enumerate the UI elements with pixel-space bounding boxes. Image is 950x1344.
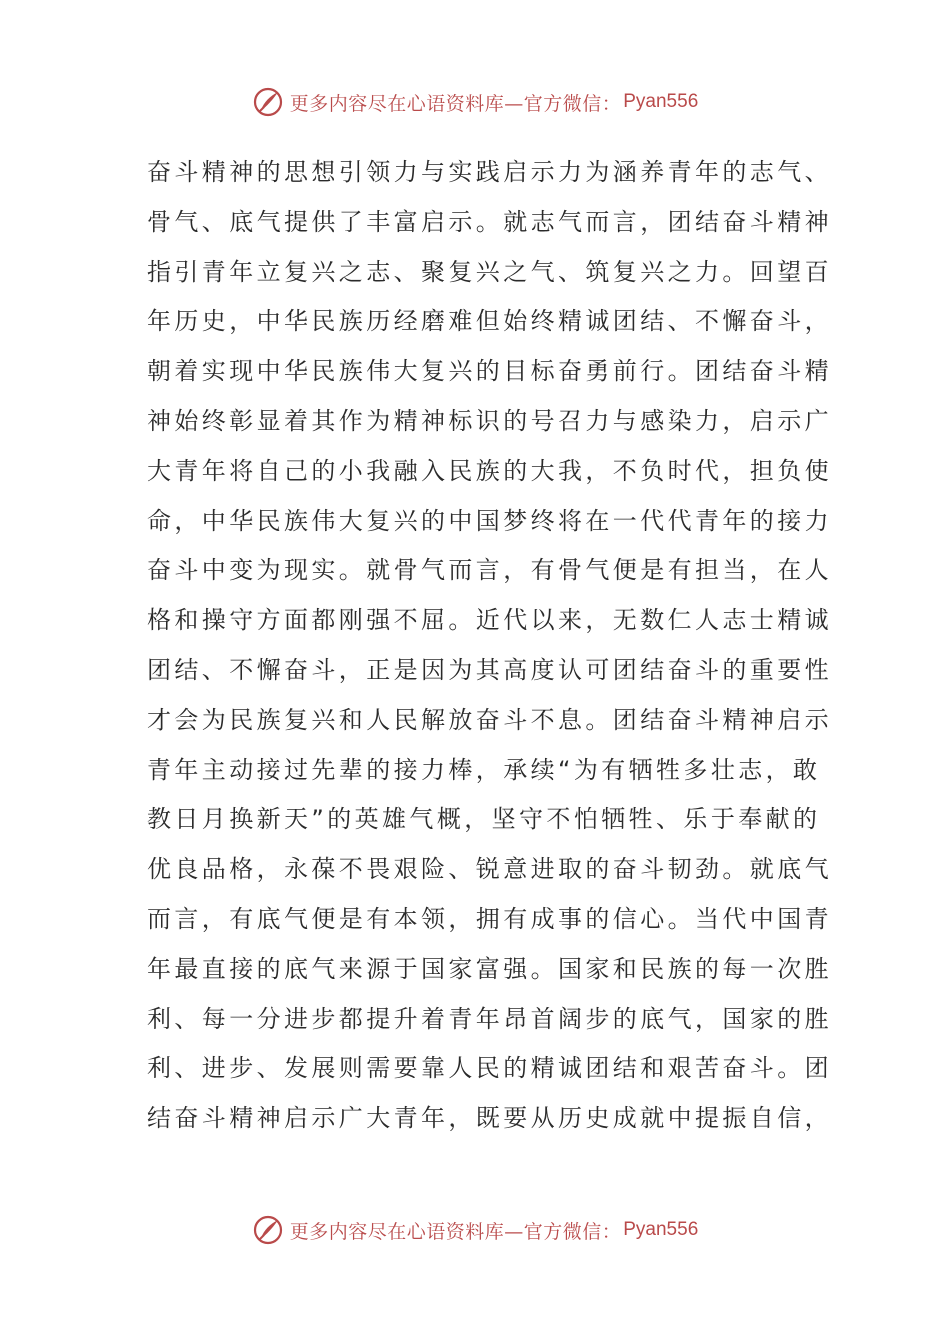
text-line: 教日月换新天”的英雄气概，坚守不怕牺牲、乐于奉献的 (147, 805, 821, 834)
text-line: 奋斗精神的思想引领力与实践启示力为涵养青年的志气、 (147, 158, 832, 186)
text-line: 利、每一分进步都提升着青年昂首阔步的底气，国家的胜 (147, 1004, 832, 1033)
text-line: 青年主动接过先辈的接力棒，承续“为有牺牲多壮志，敢 (147, 755, 821, 784)
text-line: 朝着实现中华民族伟大复兴的目标奋勇前行。团结奋斗精 (147, 357, 832, 386)
document-body (147, 148, 832, 1144)
text-line: 指引青年立复兴之志、聚复兴之气、筑复兴之力。回望百 (147, 257, 832, 286)
text-line: 而言，有底气便是有本领，拥有成事的信心。当代中国青 (147, 904, 832, 933)
text-line: 骨气、底气提供了丰富启示。就志气而言，团结奋斗精神 (147, 207, 832, 236)
header-banner (0, 82, 950, 122)
text-line: 奋斗中变为现实。就骨气而言，有骨气便是有担当，在人 (147, 556, 832, 585)
text-line: 命，中华民族伟大复兴的中国梦终将在一代代青年的接力 (147, 506, 832, 535)
header-wechat-id: Pyan556 (623, 91, 699, 112)
text-line: 年历史，中华民族历经磨难但始终精诚团结、不懈奋斗， (147, 307, 832, 336)
text-line: 神始终彰显着其作为精神标识的号召力与感染力，启示广 (147, 406, 832, 435)
header-brand-text: 更多内容尽在心语资料库—官方微信： (289, 92, 622, 115)
text-line: 利、进步、发展则需要靠人民的精诚团结和艰苦奋斗。团 (147, 1054, 832, 1083)
text-line: 团结、不懈奋斗，正是因为其高度认可团结奋斗的重要性 (147, 655, 832, 684)
footer-banner (0, 1210, 950, 1250)
text-line: 格和操守方面都刚强不屈。近代以来，无数仁人志士精诚 (147, 606, 832, 635)
footer-wechat-id: Pyan556 (623, 1219, 699, 1240)
text-line: 优良品格，永葆不畏艰险、锐意进取的奋斗韧劲。就底气 (147, 855, 832, 884)
quill-pen-icon (252, 1214, 284, 1246)
footer-brand-text: 更多内容尽在心语资料库—官方微信： (289, 1220, 622, 1243)
text-line: 才会为民族复兴和人民解放奋斗不息。团结奋斗精神启示 (147, 705, 832, 734)
text-line: 结奋斗精神启示广大青年，既要从历史成就中提振自信， (147, 1104, 832, 1133)
quill-pen-icon (252, 86, 284, 118)
text-line: 大青年将自己的小我融入民族的大我，不负时代，担负使 (147, 456, 832, 485)
text-line: 年最直接的底气来源于国家富强。国家和民族的每一次胜 (147, 954, 832, 983)
